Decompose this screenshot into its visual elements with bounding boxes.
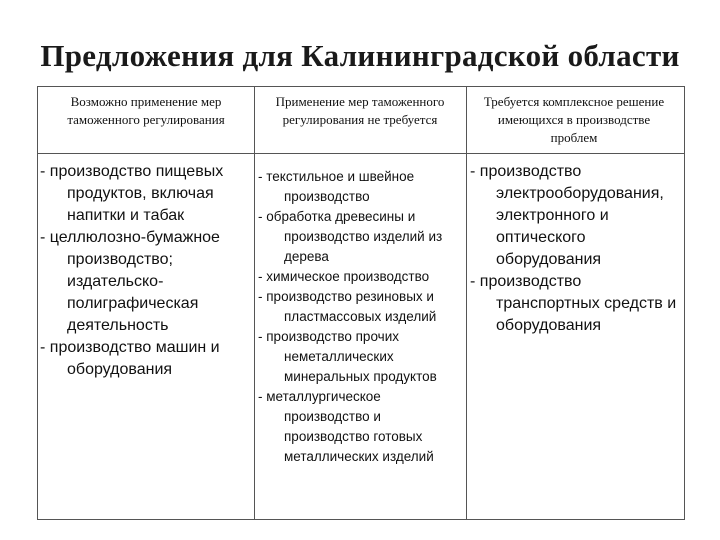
list-item: - производство пищевых продуктов, включая напитки и табак [40,163,224,224]
list-item: - обработка древесины и производство изделий из дерева [258,209,443,264]
list-item: - производство транспортных средств и оборудования [470,273,677,334]
proposals-table [37,86,685,520]
list-item: - химическое производство [258,269,430,284]
list-item: - металлургическое производство и производство готовых металлических изделий [258,389,434,464]
list-item: - производство машин и оборудования [40,339,220,378]
column-customs-not-required [258,167,464,467]
header-divider [38,153,684,154]
list-item: - производство электрооборудования, электронного и оптического оборудования [470,163,664,268]
column-customs-possible [40,161,252,381]
column-header-customs-not-required: Применение мер таможенного регулирования не требуется [275,94,445,127]
column-header-customs-possible: Возможно применение мер таможенного регулирования [67,94,225,127]
column-divider [466,87,467,519]
list-item: - производство резиновых и пластмассовых изделий [258,289,437,324]
list-item: - текстильное и швейное производство [258,169,415,204]
page-title: Предложения для Калининградской области [40,38,680,73]
list-item: - производство прочих неметаллических минеральных продуктов [258,329,437,384]
column-complex-solution [470,161,682,337]
column-divider [254,87,255,519]
column-header-complex-solution: Требуется комплексное решение имеющихся в производстве проблем [483,94,665,145]
list-item: - целлюлозно-бумажное производство; издательско-полиграфическая деятельность [40,229,220,334]
